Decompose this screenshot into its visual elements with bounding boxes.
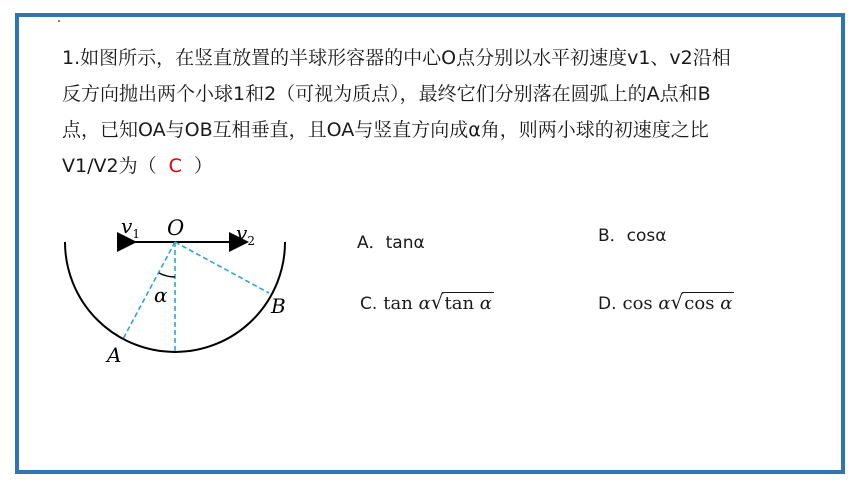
option-a[interactable]: A．tanα bbox=[357, 233, 425, 253]
question-line-4-suffix: ） bbox=[193, 155, 213, 177]
option-c[interactable] bbox=[360, 290, 494, 314]
question-line-4 bbox=[62, 148, 822, 184]
line-OB bbox=[175, 242, 269, 293]
question-line-3: 点，已知OA与OB互相垂直，且OA与竖直方向成α角，则两小球的初速度之比 bbox=[62, 119, 709, 141]
question-line-4-prefix: V1/V2为（ bbox=[62, 155, 157, 177]
option-d[interactable] bbox=[598, 290, 734, 314]
option-d-formula: cos α√cos α bbox=[622, 290, 733, 314]
angle-arc bbox=[159, 273, 175, 277]
label-alpha: α bbox=[154, 283, 168, 307]
option-b[interactable]: B．cosα bbox=[598, 226, 667, 246]
question-line-1: 1.如图所示，在竖直放置的半球形容器的中心O点分别以水平初速度v1、v2沿相 bbox=[62, 47, 731, 69]
answer-mark: C bbox=[168, 155, 182, 177]
label-v1: $v_1$ bbox=[121, 214, 140, 241]
question-text bbox=[62, 40, 822, 184]
label-O: O bbox=[167, 216, 185, 240]
label-B: B bbox=[271, 294, 286, 318]
option-c-formula: tan α√tan α bbox=[383, 290, 492, 314]
sqrt-symbol: √cos α bbox=[670, 290, 733, 314]
hemisphere-diagram bbox=[55, 205, 305, 365]
option-d-prefix: D. bbox=[598, 294, 617, 314]
label-v2: $v_2$ bbox=[236, 221, 255, 248]
option-c-prefix: C. bbox=[360, 294, 378, 314]
decorative-dot bbox=[58, 20, 60, 22]
sqrt-symbol: √tan α bbox=[430, 290, 492, 314]
question-line-2: 反方向抛出两个小球1和2（可视为质点），最终它们分别落在圆弧上的A点和B bbox=[62, 83, 711, 105]
label-A: A bbox=[107, 343, 122, 365]
